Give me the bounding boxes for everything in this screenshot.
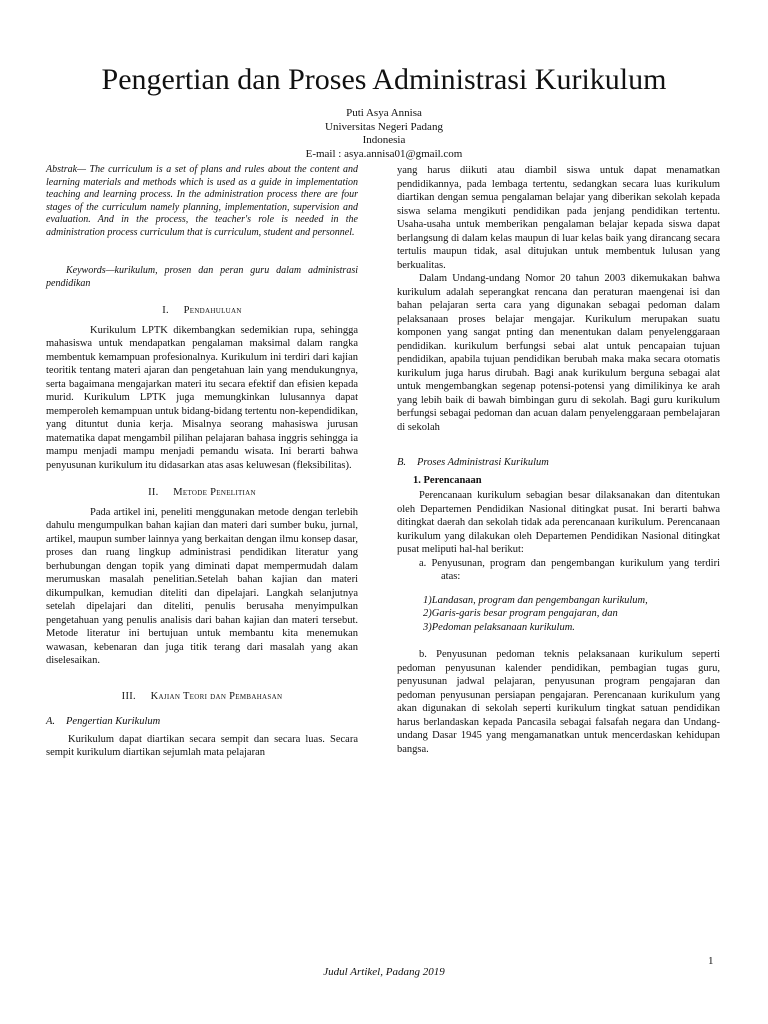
author-email: E-mail : asya.annisa01@gmail.com <box>305 147 463 160</box>
page-number: 1 <box>708 955 714 967</box>
author-country: Indonesia <box>362 134 406 146</box>
section-title: Kajian Teori dan Pembahasan <box>150 690 283 702</box>
paper-title: Pengertian dan Proses Administrasi Kurikulum <box>101 63 667 96</box>
author-block <box>0 107 768 161</box>
subsection-heading-b <box>397 456 720 470</box>
right-column <box>397 164 720 756</box>
author-name: Puti Asya Annisa <box>346 107 422 119</box>
section-heading-metode <box>46 486 358 500</box>
author-affiliation: Universitas Negeri Padang <box>325 120 443 133</box>
section-number: II. <box>148 487 159 498</box>
list-item: 3)Pedoman pelaksanaan kurikulum. <box>423 621 575 633</box>
abstract: Abstrak— The curriculum is a set of plans and rules about the content and learning materials and methods which is used as a guide in implementation teaching and learning process. In the administration process there are four stages of the curriculum namely planning, implementation, supervision and evaluation. And in the process, the teacher's role is needed in the administration process curriculum that is curriculum, student and personnel. <box>46 164 358 238</box>
pengertian-body-right-2: Dalam Undang-undang Nomor 20 tahun 2003 dikemukakan bahwa kurikulum adalah seperangkat rencana dan peraturan maengenai isi dan bahan pelajaran serta cara yang digunakan sebagai pedoman dalam pelaksanaan proses belajar mengajar. Kurikulum merupakan suatu komponen yang sangat pnting dan menentukan dalam penyelenggaraan pendidikan. kurikulum berfungsi sebai alat untuk pencapaian tujuan pendidikan, apabila tujuan pendidikan berubah maka maka secara otomatis kurikulum juga harus dirubah. Bagi anak kurikulum berguna sebagai alat untuk mengembangkan segenap potensi-potensi yang dimilikinya ke arah yang lebih baik di bawah bimbingan guru di sekolah. Bagi guru kurikulum berfungsi sebagai pedoman dan acuan dalam penyelenggaraan pembelajaran di sekolah <box>397 273 720 433</box>
item-perencanaan: 1. Perencanaan <box>413 474 482 486</box>
section-title: Pendahuluan <box>183 305 242 316</box>
pengertian-body-left: Kurikulum dapat diartikan secara sempit dan secara luas. Secara sempit kurikulum diartikan sejumlah mata pelajaran <box>46 733 358 758</box>
subsection-title: Proses Administrasi Kurikulum <box>417 457 549 468</box>
item-a-list <box>423 594 720 635</box>
section-number: III. <box>121 690 136 702</box>
perencanaan-body: Perencanaan kurikulum sebagian besar dilaksanakan dan ditentukan oleh Departemen Pendidikan Nasional ditingkat pusat. Ini berarti bahwa ditingkat daerah dan sekolah tidak ada perencanaan kurikulum. Perencanaan kurikulum yang dilakukan oleh Departemen Pendidikan Nasional ditingkat pusat meliputi hal-hal berikut: <box>397 490 720 555</box>
subsection-letter: A. <box>46 716 56 727</box>
pengertian-body-right: yang harus diikuti atau diambil siswa untuk dapat menamatkan pendidikannya, pada lembaga tertentu, sedangkan secara luas kurikulum diartikan dengan semua pengalaman belajar yang diberikan sekolah kepada siswa selama mengikuti pendidikan pada jenjang pendidikan tertentu. Usaha-usaha untuk memberikan pengalaman belajar kepada siswa dapat berlangsung di dalam kelas maupun di luar kelas baik yang dirancang secara tertulis maupun tidak, asal ditujukan untuk membentuk lulusan yang berkualitas. <box>397 165 720 271</box>
list-item: 2)Garis-garis besar program pengajaran, dan <box>423 608 618 619</box>
page-footer: Judul Artikel, Padang 2019 <box>323 966 445 978</box>
subsection-letter: B. <box>397 457 407 468</box>
keywords: Keywords—kurikulum, prosen dan peran guru dalam administrasi pendidikan <box>46 265 358 289</box>
subsection-title: Pengertian Kurikulum <box>66 716 161 727</box>
item-b: b. Penyusunan pedoman teknis pelaksanaan kurikulum seperti pedoman penyusunan kalender pendidikan, pembagian tugas guru, penyusunan jadwal pelajaran, penyusunan program pengajaran dan pedoman penyusunan persiapan pengajaran. Perencanaan kurikulum yang akan digunakan di sekolah seperti kurikulum tingkat satuan pendidikan harus berlandaskan kepada Pancasila sebagai falsafah negara dan Undang-undang Dasar 1945 yang mengamanatkan untuk mencerdaskan kehidupan bangsa. <box>397 649 720 755</box>
list-item: 1)Landasan, program dan pengembangan kurikulum, <box>423 594 648 606</box>
subsection-heading-a <box>46 715 358 729</box>
section-heading-kajian <box>46 690 358 704</box>
left-column <box>46 164 358 760</box>
section-title: Metode Penelitian <box>173 487 256 498</box>
pendahuluan-body: Kurikulum LPTK dikembangkan sedemikian rupa, sehingga mahasiswa untuk mendapatkan pengalaman maksimal dalam rangka membentuk kemampuan profesionalnya. Kurikulum ini terdiri dari kajian teoritik tentang materi ajaran dan pengetahuan lain yang mendukungnya, serta bagaimana mengajarkan materi itu secara efektif dan efisien kepada murid. Kurikulum LPTK juga memungkinkan lulusannya dapat memperoleh kemampuan untuk bidang-bidang tertentu non-kependidikan, yang dituntut dunia kerja. Misalnya seorang mahasiswa jurusan matematika dapat mengambil pilihan pelajaran bahasa inggris sehingga ia mampu menjadi mampu menjadi pemandu wisata. Ini berarti bahwa penyusunan kurikulum itu didasarkan atas asas keluwesan (fleksibilitas). <box>46 324 358 471</box>
item-a: a. Penyusunan, program dan pengembangan kurikulum yang terdiri atas: <box>419 557 720 582</box>
section-number: I. <box>162 305 169 316</box>
metode-body: Pada artikel ini, peneliti menggunakan metode dengan terlebih dahulu mengumpulkan bahan kajian dan materi dari sumber buku, jurnal, artikel, maupun sumber lainnya yang berkaitan dengan ilmu konsep dasar, proses dan ruang lingkup administrasi pendidikan literatur yang berhubungan dengan topik yang diminati dapat mempermudah dalam merumuskan masalah penelitian.Setelah bahan kajian dan materi dikumpulkan, kemudian diteliti dan dipelajari. Langkah selanjutnya setelah dipelajari dan diteliti, penulis berusaha menyimpulkan pengetahuan yang penulis analisis dari bahan kajian dan materi tersebut. Metode literatur ini bertujuan untuk membantu kita menemukan wawasan, kebenaran dan juga titik terang dari masalah yang akan diselesaikan. <box>46 506 358 666</box>
section-heading-pendahuluan <box>46 304 358 318</box>
